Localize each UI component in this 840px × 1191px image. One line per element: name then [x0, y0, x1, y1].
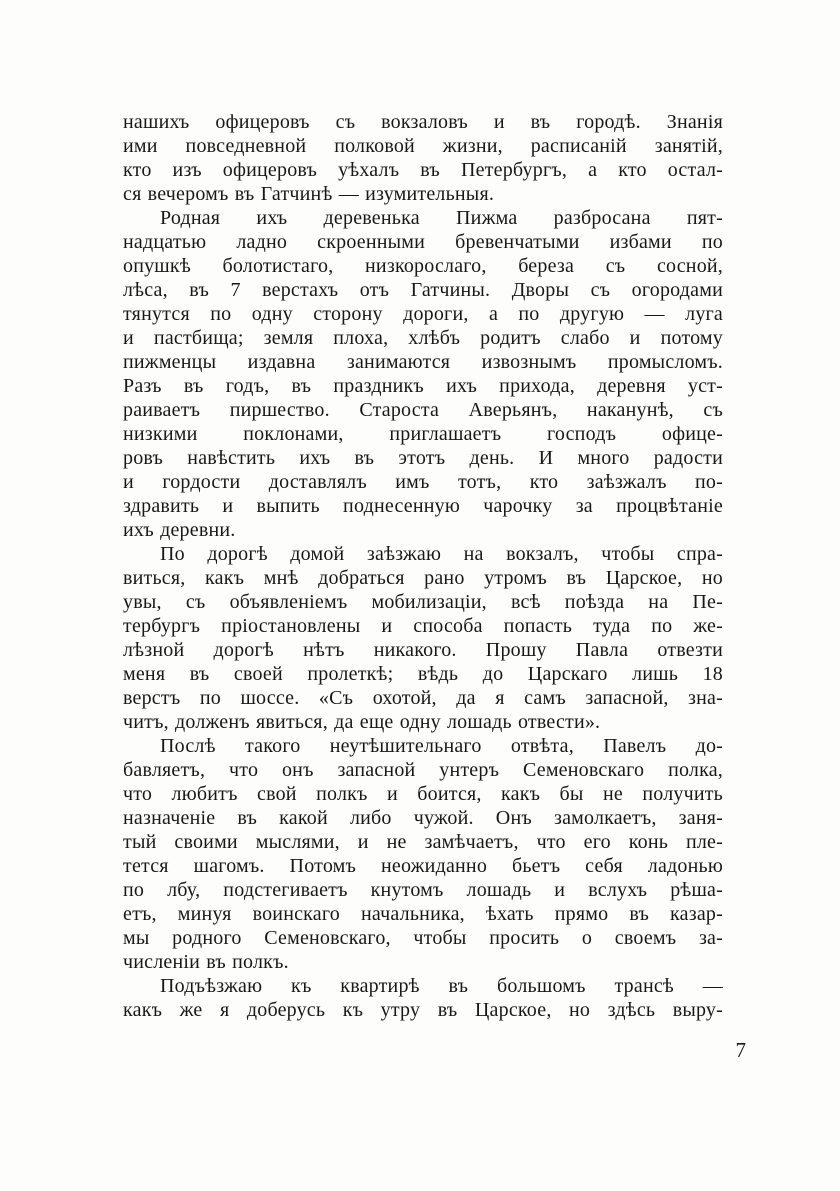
text-line: ровъ навѣстить ихъ въ этотъ день. И много радости: [123, 447, 723, 469]
text-line: увы, съ объявленіемъ мобилизаціи, всѣ поѣзда на Пе-: [123, 591, 723, 613]
text-line: читъ, долженъ явиться, да еще одну лошадь отвести».: [123, 711, 601, 733]
text-line: пижменцы издавна занимаются извознымъ промысломъ.: [123, 351, 723, 373]
text-line: надцатью ладно скроенными бревенчатыми избами по: [123, 231, 723, 253]
text-line: По дорогѣ домой заѣзжаю на вокзалъ, чтобы спра-: [160, 543, 723, 565]
text-line: Родная ихъ деревенька Пижма разбросана пят-: [160, 207, 723, 229]
paragraph: [123, 206, 723, 542]
paragraph: [123, 542, 723, 734]
text-line: опушкѣ болотистаго, низкорослаго, береза съ сосной,: [123, 255, 723, 277]
text-line: численіи въ полкъ.: [123, 951, 289, 973]
text-line: етъ, минуя воинскаго начальника, ѣхать прямо въ казар-: [123, 903, 723, 925]
text-line: назначеніе въ какой либо чужой. Онъ замолкаетъ, заня-: [123, 807, 723, 829]
text-line: здравить и выпить поднесенную чарочку за процвѣтаніе: [123, 495, 723, 517]
text-line: какъ же я доберусь къ утру въ Царское, но здѣсь выру-: [123, 999, 723, 1021]
text-line: Подъѣзжаю къ квартирѣ въ большомъ трансѣ —: [160, 975, 723, 997]
text-line: по лбу, подстегиваетъ кнутомъ лошадь и вслухъ рѣша-: [123, 879, 723, 901]
text-line: раиваетъ пиршество. Староста Аверьянъ, наканунѣ, съ: [123, 399, 723, 421]
text-line: что любитъ свой полкъ и боится, какъ бы не получить: [123, 783, 723, 805]
page-number: 7: [735, 1038, 746, 1062]
text-line: и гордости доставлялъ имъ тотъ, кто заѣзжалъ по-: [123, 471, 723, 493]
text-line: тянутся по одну сторону дороги, а по другую — луга: [123, 303, 723, 325]
text-line: меня въ своей пролеткѣ; вѣдь до Царскаго лишь 18: [123, 663, 723, 685]
text-line: лѣзной дорогѣ нѣтъ никакого. Прошу Павла отвезти: [123, 639, 723, 661]
text-block: [123, 110, 723, 1022]
text-line: мы родного Семеновскаго, чтобы просить о своемъ за-: [123, 927, 723, 949]
text-line: ими повседневной полковой жизни, расписаній занятій,: [123, 135, 723, 157]
text-line: тербургъ пріостановлены и способа попасть туда по же-: [123, 615, 723, 637]
text-line: тый своими мыслями, и не замѣчаетъ, что его конь пле-: [123, 831, 723, 853]
text-line: и пастбища; земля плоха, хлѣбъ родитъ слабо и потому: [123, 327, 723, 349]
text-line: низкими поклонами, приглашаетъ господъ офице-: [123, 423, 723, 445]
paragraph: [123, 734, 723, 974]
text-line: бавляетъ, что онъ запасной унтеръ Семеновскаго полка,: [123, 759, 723, 781]
text-line: верстъ по шоссе. «Съ охотой, да я самъ запасной, зна-: [123, 687, 723, 709]
text-line: Разъ въ годъ, въ праздникъ ихъ прихода, деревня уст-: [123, 375, 723, 397]
text-line: нашихъ офицеровъ съ вокзаловъ и въ городѣ. Знанія: [123, 111, 723, 133]
text-line: тется шагомъ. Потомъ неожиданно бьетъ себя ладонью: [123, 855, 723, 877]
paragraph: [123, 110, 723, 206]
paragraph: [123, 974, 723, 1022]
text-line: ихъ деревни.: [123, 519, 236, 541]
text-line: ся вечеромъ въ Гатчинѣ — изумительныя.: [123, 183, 495, 205]
text-line: кто изъ офицеровъ уѣхалъ въ Петербургъ, а кто остал-: [123, 159, 723, 181]
text-line: Послѣ такого неутѣшительнаго отвѣта, Павелъ до-: [160, 735, 723, 757]
text-line: виться, какъ мнѣ добраться рано утромъ въ Царское, но: [123, 567, 723, 589]
text-line: лѣса, въ 7 верстахъ отъ Гатчины. Дворы съ огородами: [123, 279, 723, 301]
